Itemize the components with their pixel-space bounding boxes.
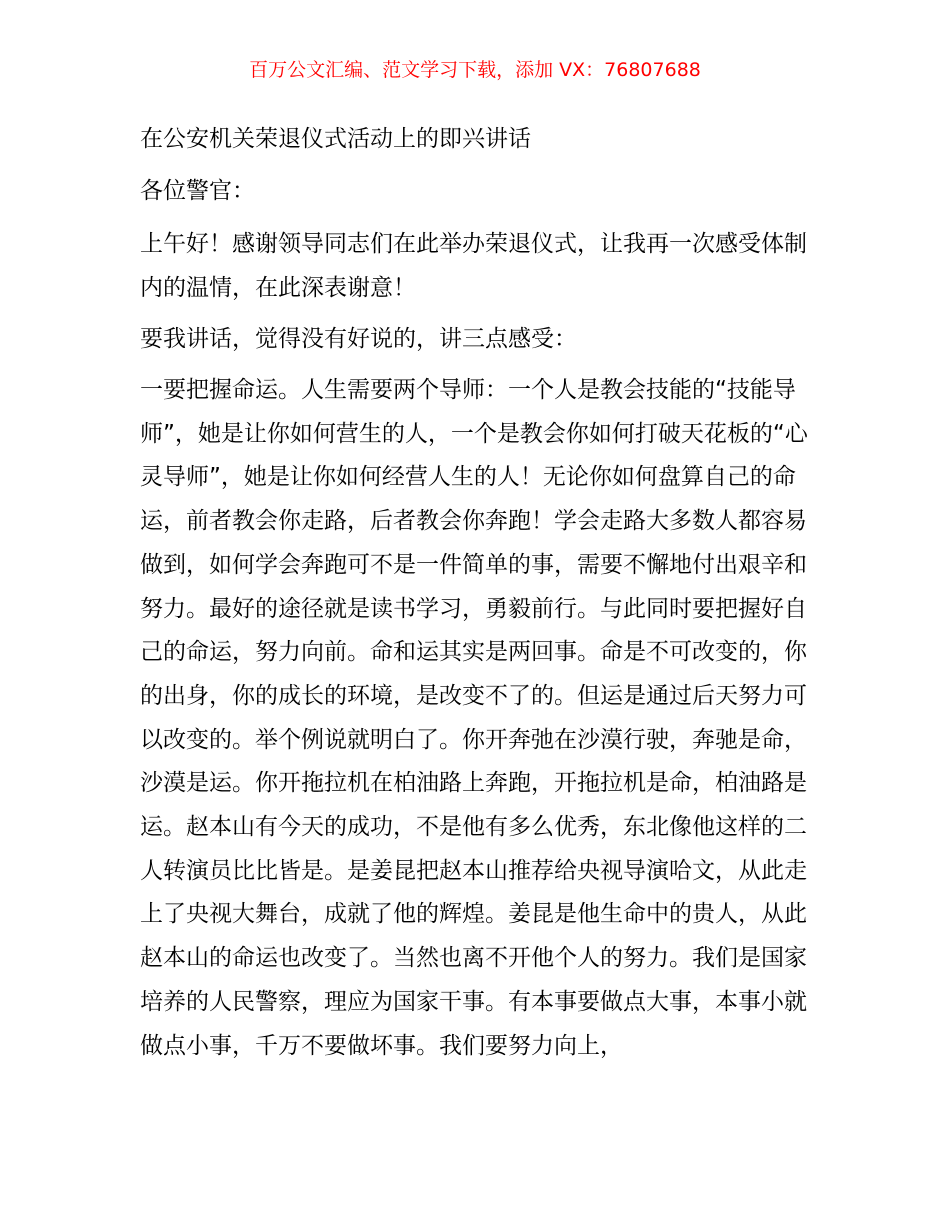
header-banner: 百万公文汇编、范文学习下载，添加 VX：76807688 bbox=[249, 59, 701, 81]
document-title: 在公安机关荣退仪式活动上的即兴讲话 bbox=[140, 126, 531, 152]
paragraph-greeting: 上午好！感谢领导同志们在此举办荣退仪式，让我再一次感受体制内的温情，在此深表谢意！ bbox=[140, 231, 807, 301]
paragraph-intro: 要我讲话，觉得没有好说的，讲三点感受： bbox=[140, 326, 577, 352]
paragraph-point-one: 一要把握命运。人生需要两个导师：一个人是教会技能的“技能导师”，她是让你如何营生的人，一个是教会你如何打破天花板的“心灵导师”，她是让你如何经营人生的人！无论你如何盘算自己的命运，前者教会你走路，后者教会你奔跑！学会走路大多数人都容易做到，如何学会奔跑可不是一件简单的事，需要不懈地付出艰辛和努力。最好的途径就是读书学习，勇毅前行。与此同时要把握好自己的命运，努力向前。命和运其实是两回事。命是不可改变的，你的出身，你的成长的环境，是改变不了的。但运是通过后天努力可以改变的。举个例说就明白了。你开奔弛在沙漠行驶，奔驰是命，沙漠是运。你开拖拉机在柏油路上奔跑，开拖拉机是命，柏油路是运。赵本山有今天的成功，不是他有多么优秀，东北像他这样的二人转演员比比皆是。是姜昆把赵本山推荐给央视导演哈文，从此走上了央视大舞台，成就了他的辉煌。姜昆是他生命中的贵人，从此赵本山的命运也改变了。当然也离不开他个人的努力。我们是国家培养的人民警察，理应为国家干事。有本事要做点大事，本事小就做点小事，千万不要做坏事。我们要努力向上， bbox=[140, 377, 808, 1059]
salutation: 各位警官： bbox=[140, 178, 255, 204]
